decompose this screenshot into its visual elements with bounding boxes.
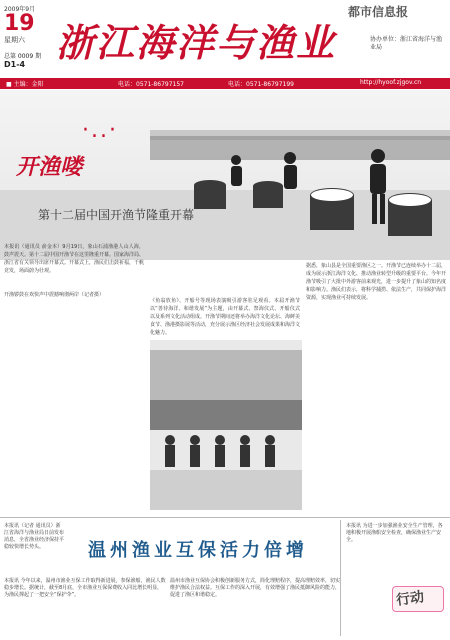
column-divider: [340, 520, 341, 636]
page-number: D1-4: [4, 60, 26, 69]
date-weekday: 星期六: [4, 36, 25, 44]
headline-subtitle: 第十二届中国开渔节隆重开幕: [38, 208, 195, 222]
issue-info: [4, 53, 41, 69]
article-col-2: 《鱼翁放鱼》、开船号等现场表演吸引游客驻足观看。本届开渔节以“善待海洋、和谐发展”为主题，由开幕式、祭海仪式、开船仪式以及系列文化活动组成。开渔节期间还将举办海洋文化论坛、海鲜美食节、渔港摄影展等活动，充分展示渔区经济社会发展成果和海洋文化魅力。: [150, 298, 301, 336]
bottom-article-col-1: 本报讯 今年以来，温州市渔业互保工作取得新进展，参保渔船、渔民人数稳步增长。据统计，截至8月底，全市渔业互保保费收入同比增长明显，为渔民撑起了一把安全“保护伞”。: [4, 578, 166, 598]
date-day: 19: [4, 11, 35, 36]
info-bar: [0, 78, 450, 89]
editor-info: ■ 主编：金阳: [6, 81, 44, 88]
article-title-wenzhou: 温州渔业互保活力倍增: [88, 540, 308, 561]
date-year-month: 2009年9月: [4, 6, 36, 13]
ceremony-photo: [150, 340, 302, 510]
newspaper-title: 浙江海洋与渔业: [56, 20, 337, 65]
bottom-right-note: 本报讯 为进一步加强渔业安全生产管理，各地积极开展渔船安全检查，确保渔业生产安全。: [346, 523, 443, 543]
headline-dots: ·..·: [82, 118, 118, 143]
website-url[interactable]: http://hyoof.zjgov.cn: [360, 79, 422, 86]
brand-tagline: 协办单位：浙江省海洋与渔业局: [370, 36, 443, 51]
photo-credit: 开渔锣鼓在欢快声中震撼响彻两岸（记者摄）: [4, 292, 105, 298]
bottom-article-col-2: 温州市渔业互保协会积极创新服务方式，简化理赔程序，提高理赔效率，切实维护渔民合法权益。互保工作的深入开展，有效增强了渔民抵御风险的能力，促进了渔区和谐稳定。: [170, 578, 341, 598]
brand-logo: 都市信息报: [348, 5, 409, 19]
phone-1: 电话：0571-86797157: [118, 81, 184, 88]
issue-number: 总第 0009 期: [4, 53, 42, 60]
article-col-1: 本报讯（通讯员 俞金本）9月19日，象山石浦渔港人山人海，鼓声震天。第十二届中国开渔节在这里隆重开幕。国家海洋局、浙江省有关领导出席开幕式。开幕式上，渔民们击鼓祈福，千帆竞发，场面蔚为壮观。: [4, 244, 145, 274]
headline-main: 开渔喽: [16, 154, 83, 180]
bottom-left-note: 本报讯（记者 通讯员）浙江省海洋与渔业局日前发布消息，全省渔业经济保持平稳较快增长势头。: [4, 523, 65, 550]
section-divider: [0, 517, 450, 518]
action-stamp: 行动: [395, 589, 426, 609]
date-block: [4, 4, 42, 45]
phone-2: 电话：0571-86797199: [228, 81, 294, 88]
article-col-3: 据悉，象山县是全国重要渔区之一。开渔节已连续举办十二届，成为展示浙江海洋文化、推动渔业转型升级的重要平台。今年开渔节吸引了大批中外游客前来观光，进一步提升了象山的知名度和影响力。渔民们表示，将科学捕捞、依法生产，共同保护海洋资源，实现渔业可持续发展。: [306, 263, 447, 301]
